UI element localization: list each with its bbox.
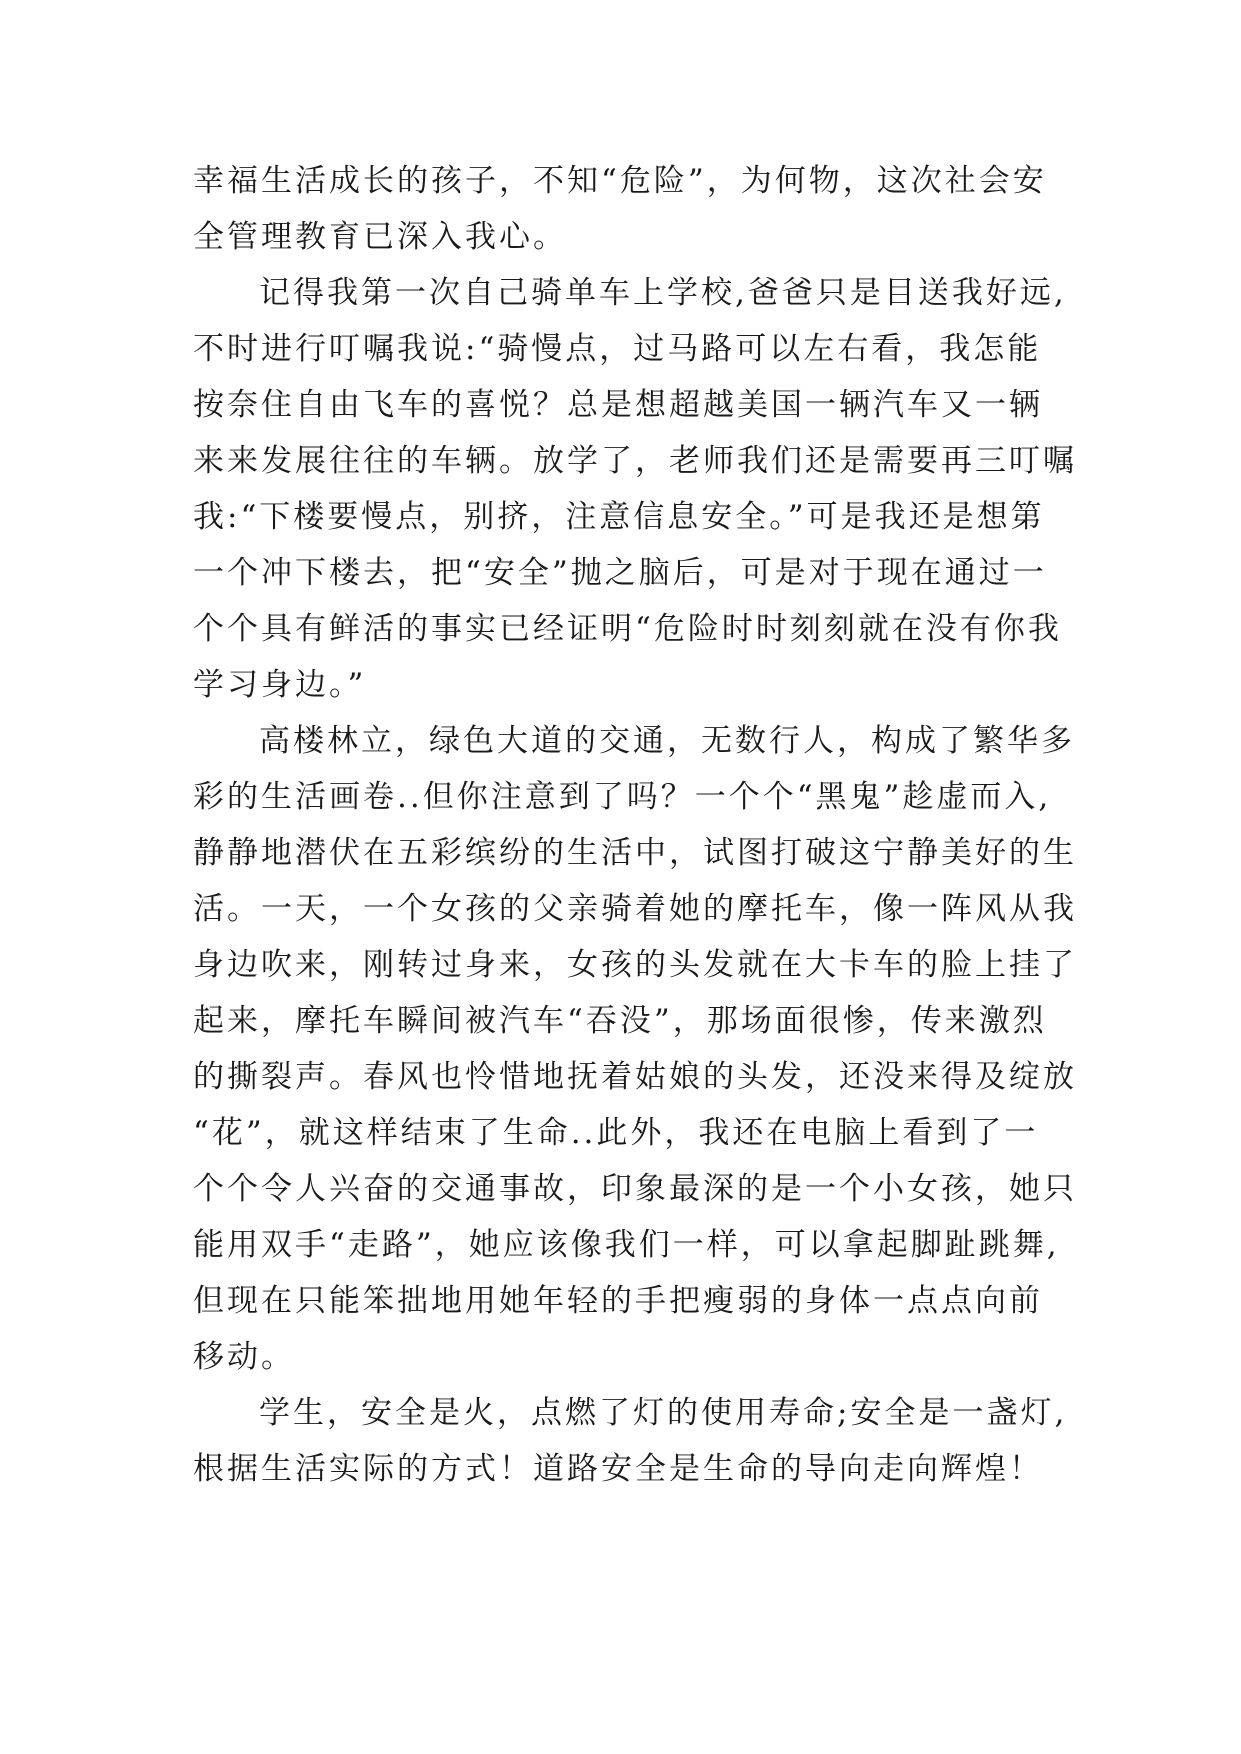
paragraph-line: 活。一天，一个女孩的父亲骑着她的摩托车，像一阵风从我 [193, 891, 1077, 927]
paragraph-line: 的撕裂声。春风也怜惜地抚着姑娘的头发，还没来得及绽放 [193, 1059, 1077, 1095]
paragraph-line: 但现在只能笨拙地用她年轻的手把瘦弱的身体一点点向前 [193, 1283, 1043, 1319]
paragraph-line: 我:“下楼要慢点，别挤，注意信息安全。”可是我还是想第 [193, 499, 1045, 535]
paragraph-line: 来来发展往往的车辆。放学了，老师我们还是需要再三叮嘱 [193, 443, 1077, 479]
document-body [193, 153, 1077, 1497]
paragraph-line: 彩的生活画卷..但你注意到了吗？一个个“黑鬼”趁虚而入, [193, 779, 1052, 815]
paragraph-line: 起来，摩托车瞬间被汽车“吞没”，那场面很惨，传来激烈 [193, 1003, 1047, 1039]
paragraph-line: 学习身边。” [193, 667, 367, 703]
paragraph-line: 全管理教育已深入我心。 [193, 219, 567, 255]
paragraph-line: 根据生活实际的方式！道路安全是生命的导向走向辉煌！ [193, 1451, 1043, 1487]
paragraph-line: 按奈住自由飞车的喜悦？总是想超越美国一辆汽车又一辆 [193, 387, 1043, 423]
paragraph-line: 静静地潜伏在五彩缤纷的生活中，试图打破这宁静美好的生 [193, 835, 1077, 871]
paragraph-line: 一个冲下楼去，把“安全”抛之脑后，可是对于现在通过一 [193, 555, 1047, 591]
paragraph-line: 个个具有鲜活的事实已经证明“危险时时刻刻就在没有你我 [193, 611, 1062, 647]
paragraph-line: “花”，就这样结束了生命..此外，我还在电脑上看到了一 [193, 1115, 1039, 1151]
paragraph-line: 记得我第一次自己骑单车上学校,爸爸只是目送我好远, [259, 275, 1067, 311]
paragraph-line: 不时进行叮嘱我说:“骑慢点，过马路可以左右看，我怎能 [193, 331, 1042, 367]
paragraph-line: 学生，安全是火，点燃了灯的使用寿命;安全是一盏灯, [259, 1395, 1068, 1431]
paragraph-line: 个个令人兴奋的交通事故，印象最深的是一个小女孩，她只 [193, 1171, 1077, 1207]
paragraph-line: 移动。 [193, 1339, 295, 1375]
paragraph-line: 能用双手“走路”，她应该像我们一样，可以拿起脚趾跳舞, [193, 1227, 1060, 1263]
paragraph-line: 高楼林立，绿色大道的交通，无数行人，构成了繁华多 [259, 723, 1075, 759]
paragraph-line: 幸福生活成长的孩子，不知“危险”，为何物，这次社会安 [193, 163, 1047, 199]
paragraph-line: 身边吹来，刚转过身来，女孩的头发就在大卡车的脸上挂了 [193, 947, 1077, 983]
